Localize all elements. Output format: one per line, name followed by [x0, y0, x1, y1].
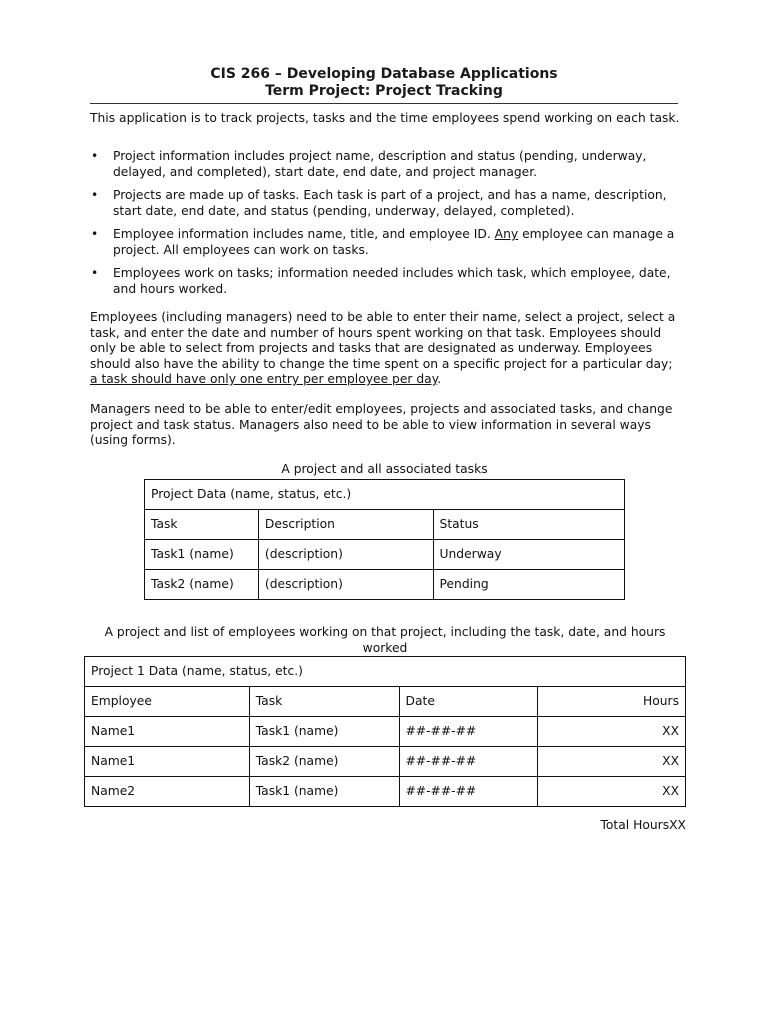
table-row	[145, 480, 625, 510]
column-header: Hours	[538, 687, 686, 717]
managers-paragraph: Managers need to be able to enter/edit employees, projects and associated tasks, and change project and task status. Managers also need to be able to view information in several ways (using forms).	[90, 402, 673, 447]
emphasis-any: Any	[494, 227, 519, 241]
project-employees-table	[84, 656, 686, 807]
table-row	[85, 747, 686, 777]
one-entry-rule: a task should have only one entry per employee per day	[90, 372, 438, 386]
title-block	[90, 66, 678, 100]
intro-paragraph: This application is to track projects, tasks and the time employees spend working on each task.	[90, 111, 680, 125]
column-header: Task	[249, 687, 399, 717]
list-item	[90, 266, 690, 297]
table-row	[85, 717, 686, 747]
table-row	[85, 777, 686, 807]
table-cell: Name1	[85, 717, 250, 747]
table1-caption: A project and all associated tasks	[281, 462, 488, 476]
table-cell: XX	[538, 747, 686, 777]
column-header: Status	[433, 510, 624, 540]
bullet-text: Projects are made up of tasks. Each task is part of a project, and has a name, description, start date, end date, and status (pending, underway, delayed, completed).	[113, 188, 667, 218]
project-tasks-table	[144, 479, 625, 600]
bullet-icon: •	[91, 266, 99, 280]
table-cell: Underway	[433, 540, 624, 570]
bullet-text: Employee information includes name, title, and employee ID. Any employee can manage a project. All employees can work on tasks.	[113, 227, 675, 257]
requirements-list	[90, 149, 690, 305]
table-cell: ##-##-##	[399, 717, 538, 747]
table-cell: ##-##-##	[399, 777, 538, 807]
bullet-text: Employees work on tasks; information needed includes which task, which employee, date, and hours worked.	[113, 266, 671, 296]
bullet-icon: •	[91, 188, 99, 202]
table-cell: Task1 (name)	[145, 540, 259, 570]
table-header-row	[85, 687, 686, 717]
list-item	[90, 227, 690, 258]
employees-paragraph: Employees (including managers) need to be able to enter their name, select a project, select a task, and enter the date and number of hours spent working on that task. Employees should only be able to select from projects and tasks that are designated as underway. Employees should also have the ability to change the time spent on a specific project for a particular day; a task should have only one entry per employee per day.	[90, 310, 676, 386]
column-header: Description	[258, 510, 433, 540]
bullet-icon: •	[91, 227, 99, 241]
table-row	[85, 657, 686, 687]
column-header: Employee	[85, 687, 250, 717]
table-row	[145, 540, 625, 570]
table-cell: Task2 (name)	[145, 570, 259, 600]
table-row	[145, 570, 625, 600]
table-cell: Name1	[85, 747, 250, 777]
table-cell: ##-##-##	[399, 747, 538, 777]
table-cell: (description)	[258, 570, 433, 600]
project-data-cell: Project 1 Data (name, status, etc.)	[85, 657, 686, 687]
list-item	[90, 149, 690, 180]
table-cell: Task2 (name)	[249, 747, 399, 777]
table-cell: Task1 (name)	[249, 777, 399, 807]
project-data-cell: Project Data (name, status, etc.)	[145, 480, 625, 510]
bullet-text: Project information includes project name, description and status (pending, underway, delayed, and completed), start date, end date, and project manager.	[113, 149, 647, 179]
table-cell: XX	[538, 717, 686, 747]
document-title: CIS 266 – Developing Database Applications	[210, 66, 558, 82]
column-header: Task	[145, 510, 259, 540]
table-header-row	[145, 510, 625, 540]
title-divider	[90, 103, 678, 104]
column-header: Date	[399, 687, 538, 717]
table-cell: XX	[538, 777, 686, 807]
table-cell: Task1 (name)	[249, 717, 399, 747]
table-cell: (description)	[258, 540, 433, 570]
bullet-icon: •	[91, 149, 99, 163]
table2-caption: A project and list of employees working on that project, including the task, date, and hours worked	[104, 625, 666, 655]
table-cell: Name2	[85, 777, 250, 807]
document-subtitle: Term Project: Project Tracking	[265, 83, 503, 99]
list-item	[90, 188, 690, 219]
total-hours: Total HoursXX	[600, 818, 686, 832]
table-cell: Pending	[433, 570, 624, 600]
